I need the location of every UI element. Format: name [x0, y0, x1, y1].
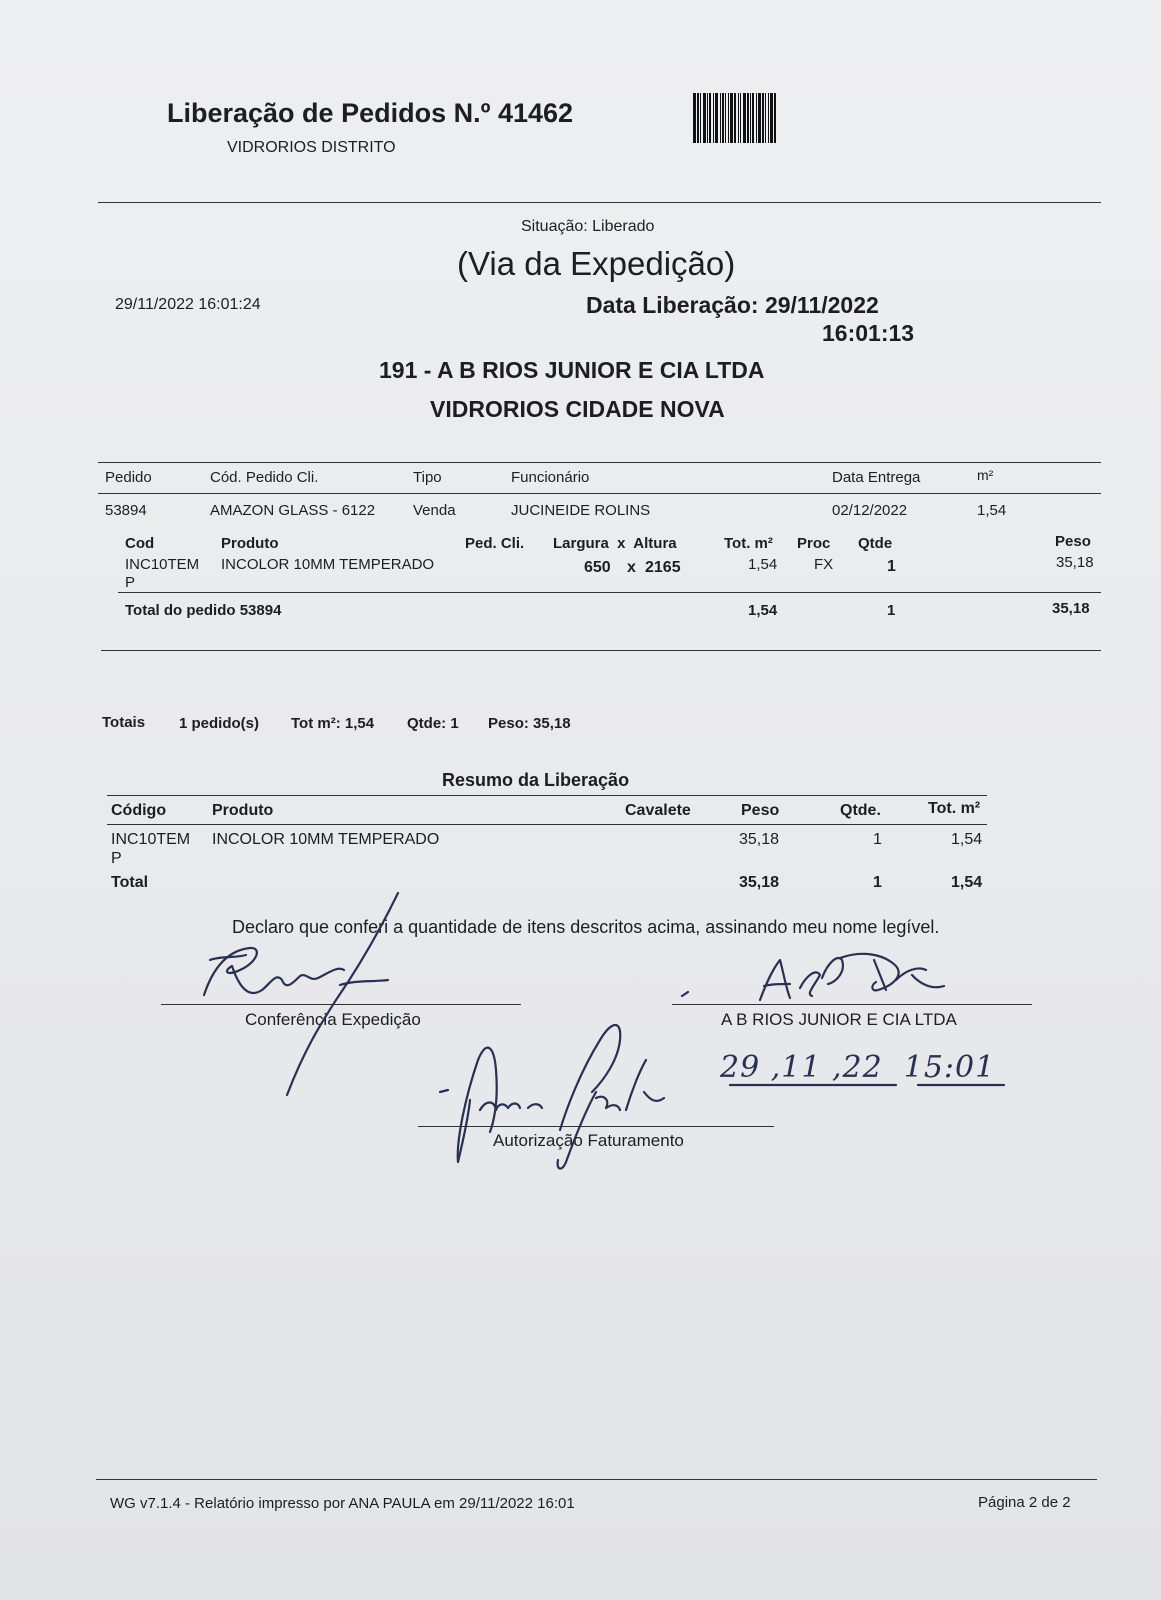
summary-total-qtde: 1	[873, 874, 882, 891]
client-order-code: AMAZON GLASS - 6122	[210, 502, 376, 519]
item-proc: FX	[814, 556, 834, 573]
col-largura-altura: Largura x Altura	[553, 535, 677, 552]
summary-title: Resumo da Liberação	[442, 770, 630, 790]
col-data-entrega: Data Entrega	[832, 469, 921, 486]
signature-conferencia-mark	[204, 948, 344, 995]
summary-col-codigo: Código	[111, 802, 167, 819]
order-number: 53894	[105, 502, 147, 519]
signature-line-autorizacao	[418, 1126, 774, 1127]
divider	[98, 462, 1101, 463]
signature-label-conferencia: Conferência Expedição	[245, 1010, 421, 1029]
divider	[107, 795, 987, 796]
divider	[107, 824, 987, 825]
item-x: x	[627, 559, 636, 576]
item-largura: 650	[584, 559, 611, 576]
item-altura: 2165	[645, 559, 681, 576]
handwritten-date: 29 ,11 ,22 15:01	[720, 1050, 996, 1085]
summary-total-label: Total	[111, 874, 149, 891]
order-type: Venda	[413, 502, 456, 519]
item-cod-line1: INC10TEM	[125, 556, 200, 573]
divider	[98, 202, 1101, 203]
order-total-label: Total do pedido 53894	[125, 602, 282, 619]
order-total-m2: 1,54	[748, 602, 778, 619]
summary-peso: 35,18	[739, 831, 780, 848]
barcode	[693, 93, 869, 143]
summary-col-tot-m2: Tot. m²	[928, 800, 981, 817]
signature-line-conferencia	[161, 1004, 521, 1005]
order-total-peso: 35,18	[1052, 600, 1090, 617]
employee: JUCINEIDE ROLINS	[511, 502, 651, 519]
col-ped-cli: Ped. Cli.	[465, 535, 525, 552]
release-date: Data Liberação: 29/11/2022	[586, 292, 879, 318]
summary-col-cavalete: Cavalete	[625, 802, 691, 819]
delivery-date: 02/12/2022	[832, 502, 908, 519]
col-qtde: Qtde	[858, 535, 893, 552]
summary-qtde: 1	[873, 831, 882, 848]
page-number: Página 2 de 2	[978, 1494, 1071, 1511]
signature-conferencia-tail	[340, 980, 388, 985]
summary-col-peso: Peso	[741, 802, 780, 819]
summary-col-qtde: Qtde.	[840, 802, 881, 819]
status-text: Situação: Liberado	[521, 218, 655, 235]
divider	[101, 650, 1101, 651]
declaration-text: Declaro que conferi a quantidade de itens descritos acima, assinando meu nome legível.	[232, 917, 940, 937]
totals-label: Totais	[102, 714, 146, 731]
release-time: 16:01:13	[822, 320, 915, 346]
client-store: VIDRORIOS CIDADE NOVA	[430, 396, 725, 422]
print-datetime: 29/11/2022 16:01:24	[115, 296, 261, 313]
order-total-qtde: 1	[887, 602, 896, 619]
item-qtde: 1	[887, 558, 896, 575]
divider	[118, 592, 1101, 593]
col-m2: m²	[977, 467, 994, 483]
divider	[96, 1479, 1097, 1480]
signature-cliente-mark	[682, 954, 944, 1000]
item-peso: 35,18	[1056, 554, 1094, 571]
totals-qtde: Qtde: 1	[407, 715, 459, 732]
col-cod: Cod	[125, 535, 155, 552]
totals-peso: Peso: 35,18	[488, 715, 571, 732]
signature-label-autorizacao: Autorização Faturamento	[493, 1131, 684, 1150]
signature-label-cliente: A B RIOS JUNIOR E CIA LTDA	[721, 1010, 957, 1029]
item-cod-line2: P	[125, 574, 136, 591]
col-proc: Proc	[797, 535, 831, 552]
summary-total-tot-m2: 1,54	[951, 874, 983, 891]
document-title: Liberação de Pedidos N.º 41462	[167, 98, 574, 128]
col-funcionario: Funcionário	[511, 469, 590, 486]
divider	[98, 493, 1101, 494]
col-tot-m2: Tot. m²	[724, 535, 773, 552]
col-tipo: Tipo	[413, 469, 442, 486]
summary-codigo-line2: P	[111, 850, 122, 867]
summary-codigo-line1: INC10TEM	[111, 831, 191, 848]
item-produto: INCOLOR 10MM TEMPERADO	[221, 556, 435, 573]
order-m2: 1,54	[977, 502, 1007, 519]
item-tot-m2: 1,54	[748, 556, 778, 573]
summary-col-produto: Produto	[212, 802, 274, 819]
totals-pedidos: 1 pedido(s)	[179, 715, 260, 732]
totals-m2: Tot m²: 1,54	[291, 715, 375, 732]
client-name: 191 - A B RIOS JUNIOR E CIA LTDA	[379, 357, 765, 383]
company-name: VIDRORIOS DISTRITO	[227, 139, 396, 156]
summary-total-peso: 35,18	[739, 874, 780, 891]
summary-tot-m2: 1,54	[951, 831, 983, 848]
col-produto: Produto	[221, 535, 279, 552]
summary-produto: INCOLOR 10MM TEMPERADO	[212, 831, 440, 848]
col-pedido: Pedido	[105, 469, 152, 486]
copy-label: (Via da Expedição)	[457, 245, 736, 282]
col-peso: Peso	[1055, 533, 1091, 550]
col-cod-pedido-cli: Cód. Pedido Cli.	[210, 469, 319, 486]
footer-printed-by: WG v7.1.4 - Relatório impresso por ANA PAULA em 29/11/2022 16:01	[110, 1495, 575, 1512]
signature-line-cliente	[672, 1004, 1032, 1005]
